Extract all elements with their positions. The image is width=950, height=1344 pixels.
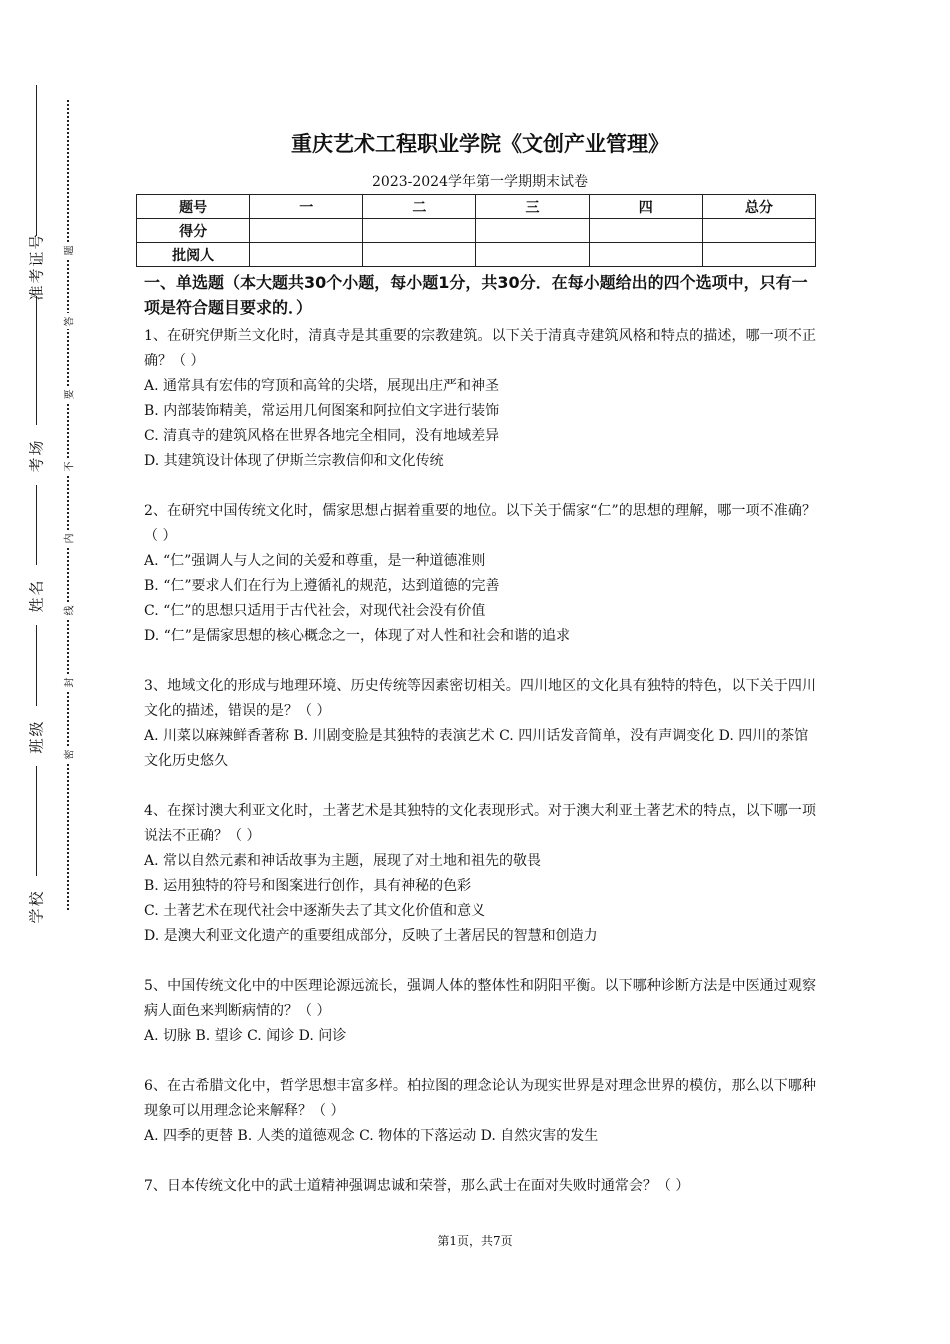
score-cell [363, 219, 476, 243]
option-a: A. “仁”强调人与人之间的关爱和尊重，是一种道德准则 [144, 553, 486, 569]
question-2 [144, 499, 816, 649]
score-table-header: 三 [476, 195, 589, 219]
class-label: 班级 [24, 706, 48, 766]
inline-options: A. 川菜以麻辣鲜香著称 B. 川剧变脸是其独特的表演艺术 C. 四川话发音简单，没有声调变化 D. 四川的茶馆文化历史悠久 [144, 728, 809, 769]
option-d: D. 其建筑设计体现了伊斯兰宗教信仰和文化传统 [144, 453, 444, 469]
grader-cell [363, 243, 476, 267]
question-3 [144, 674, 816, 774]
seal-char: 不 [60, 458, 76, 474]
score-row [137, 219, 816, 243]
score-row-label: 得分 [137, 219, 250, 243]
option-c: C. 土著艺术在现代社会中逐渐失去了其文化价值和意义 [144, 903, 486, 919]
seal-char: 答 [60, 313, 76, 329]
name-label: 姓名 [24, 565, 48, 625]
score-cell [589, 219, 702, 243]
question-text: 7、日本传统文化中的武士道精神强调忠诚和荣誉，那么武士在面对失败时通常会？（ ） [144, 1178, 690, 1194]
score-table-header-row [137, 195, 816, 219]
binding-line [36, 85, 37, 925]
score-cell [702, 219, 815, 243]
grader-cell [476, 243, 589, 267]
question-text: 2、在研究中国传统文化时，儒家思想占据着重要的地位。以下关于儒家“仁”的思想的理解，哪一项不准确？（ ） [144, 503, 816, 544]
score-table-header: 题号 [137, 195, 250, 219]
score-table-header: 二 [363, 195, 476, 219]
seal-cut-line [67, 100, 69, 910]
grader-row-label: 批阅人 [137, 243, 250, 267]
option-b: B. 运用独特的符号和图案进行创作，具有神秘的色彩 [144, 878, 472, 894]
admission-number-label: 准考证号 [24, 236, 48, 296]
option-c: C. “仁”的思想只适用于古代社会，对现代社会没有价值 [144, 603, 486, 619]
seal-char: 题 [60, 242, 76, 258]
score-table-header: 总分 [702, 195, 815, 219]
exam-content [144, 270, 816, 1224]
option-b: B. 内部装饰精美，常运用几何图案和阿拉伯文字进行装饰 [144, 403, 500, 419]
question-text: 3、地域文化的形成与地理环境、历史传统等因素密切相关。四川地区的文化具有独特的特色，以下关于四川文化的描述，错误的是？（ ） [144, 678, 816, 719]
exam-title: 重庆艺术工程职业学院《文创产业管理》 [291, 132, 669, 156]
question-1 [144, 324, 816, 474]
score-table-header: 四 [589, 195, 702, 219]
score-cell [476, 219, 589, 243]
seal-char: 线 [60, 602, 76, 618]
option-b: B. “仁”要求人们在行为上遵循礼的规范，达到道德的完善 [144, 578, 500, 594]
score-cell [250, 219, 363, 243]
seal-char: 封 [60, 674, 76, 690]
question-text: 1、在研究伊斯兰文化时，清真寺是其重要的宗教建筑。以下关于清真寺建筑风格和特点的描述，哪一项不正确？（ ） [144, 328, 816, 369]
question-text: 5、中国传统文化中的中医理论源远流长，强调人体的整体性和阴阳平衡。以下哪种诊断方法是中医通过观察病人面色来判断病情的？（ ） [144, 978, 816, 1019]
seal-char: 密 [60, 746, 76, 762]
question-text: 6、在古希腊文化中，哲学思想丰富多样。柏拉图的理念论认为现实世界是对理念世界的模仿，那么以下哪种现象可以用理念论来解释？（ ） [144, 1078, 816, 1119]
seal-char: 内 [60, 530, 76, 546]
option-d: D. 是澳大利亚文化遗产的重要组成部分，反映了土著居民的智慧和创造力 [144, 928, 598, 944]
question-6 [144, 1074, 816, 1149]
option-d: D. “仁”是儒家思想的核心概念之一，体现了对人性和社会和谐的追求 [144, 628, 570, 644]
option-c: C. 清真寺的建筑风格在世界各地完全相同，没有地域差异 [144, 428, 500, 444]
seal-char: 要 [60, 386, 76, 402]
question-5 [144, 974, 816, 1049]
score-table [136, 194, 816, 267]
section-title: 一、单选题（本大题共30个小题，每小题1分，共30分．在每小题给出的四个选项中，只有一项是符合题目要求的．） [144, 273, 808, 317]
inline-options: A. 四季的更替 B. 人类的道德观念 C. 物体的下落运动 D. 自然灾害的发生 [144, 1128, 599, 1144]
exam-room-label: 考场 [24, 425, 48, 485]
question-text: 4、在探讨澳大利亚文化时，土著艺术是其独特的文化表现形式。对于澳大利亚土著艺术的特点，以下哪一项说法不正确？（ ） [144, 803, 816, 844]
score-table-header: 一 [250, 195, 363, 219]
page-footer: 第1页，共7页 [437, 1234, 513, 1248]
grader-cell [702, 243, 815, 267]
question-7 [144, 1174, 816, 1199]
grader-row [137, 243, 816, 267]
inline-options: A. 切脉 B. 望诊 C. 闻诊 D. 问诊 [144, 1028, 347, 1044]
question-4 [144, 799, 816, 949]
grader-cell [250, 243, 363, 267]
exam-subtitle: 2023-2024学年第一学期期末试卷 [372, 174, 588, 190]
option-a: A. 通常具有宏伟的穹顶和高耸的尖塔，展现出庄严和神圣 [144, 378, 500, 394]
school-label: 学校 [24, 876, 48, 936]
option-a: A. 常以自然元素和神话故事为主题，展现了对土地和祖先的敬畏 [144, 853, 542, 869]
grader-cell [589, 243, 702, 267]
